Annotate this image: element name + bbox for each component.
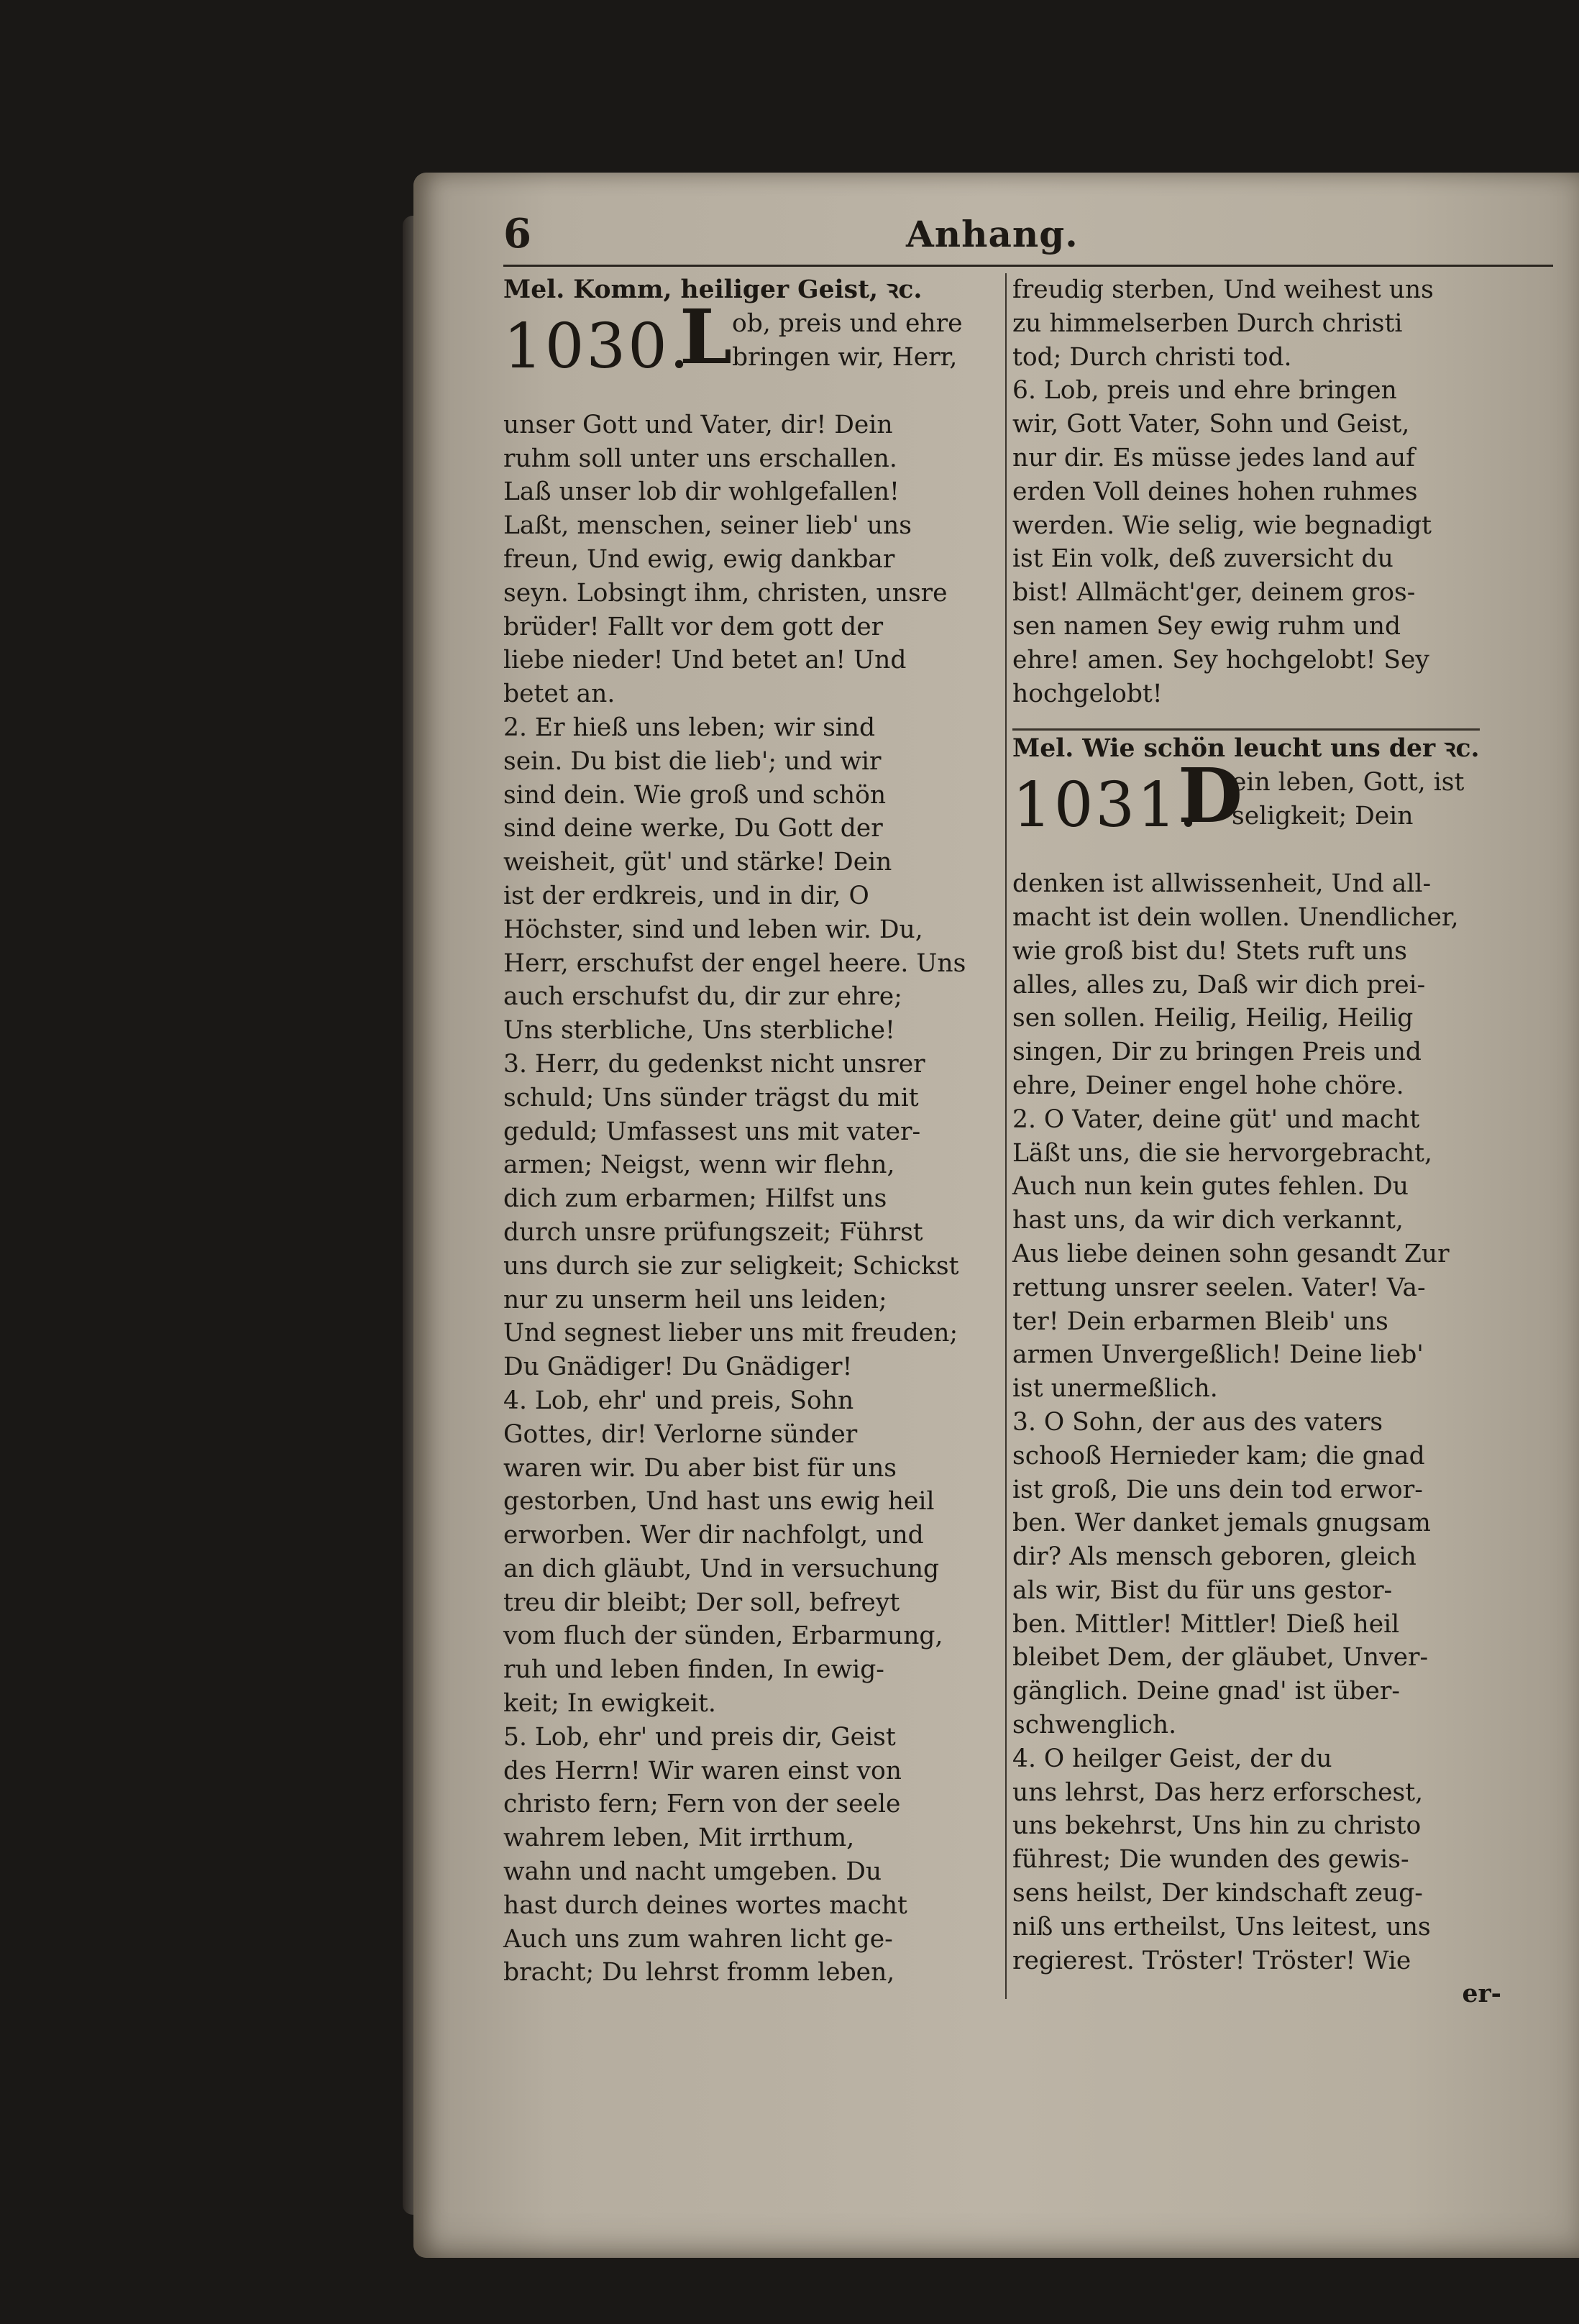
text-line: schuld; Uns sünder trägst du mit [503, 1083, 919, 1112]
text-line: des Herrn! Wir waren einst von [503, 1756, 902, 1785]
text-line: Aus liebe deinen sohn gesandt Zur [1012, 1239, 1450, 1268]
text-line: uns bekehrst, Uns hin zu christo [1012, 1811, 1422, 1841]
text-line: als wir, Bist du für uns gestor- [1012, 1575, 1393, 1605]
drop-cap: D [1178, 751, 1243, 841]
text-line: an dich gläubt, Und in versuchung [503, 1554, 940, 1583]
text-line: macht ist dein wollen. Unendlicher, [1012, 902, 1459, 932]
text-line: erden Voll deines hohen ruhmes [1012, 477, 1418, 506]
text-line: Laß unser lob dir wohlgefallen! [503, 477, 900, 507]
text-line: wie groß bist du! Stets ruft uns [1012, 936, 1408, 966]
page-number: 6 [503, 210, 531, 257]
text-line: schooß Hernieder kam; die gnad [1012, 1441, 1425, 1470]
text-line: durch unsre prüfungszeit; Führst [503, 1217, 923, 1247]
text-line: freun, Und ewig, ewig dankbar [503, 544, 895, 574]
text-line: sens heilst, Der kindschaft zeug- [1012, 1879, 1423, 1908]
text-line: werden. Wie selig, wie begnadigt [1012, 511, 1432, 540]
hymn-text [503, 408, 999, 1990]
running-head: Anhang. [906, 213, 1079, 255]
text-line: sen namen Sey ewig ruhm und [1012, 611, 1401, 641]
text-line: waren wir. Du aber bist für uns [503, 1453, 897, 1483]
text-line: ehre! amen. Sey hochgelobt! Sey [1012, 645, 1429, 674]
text-line: führest; Die wunden des gewis- [1012, 1845, 1409, 1875]
text-line: niß uns ertheilst, Uns leitest, uns [1012, 1912, 1431, 1941]
hymn-second-line: seligkeit; Dein [1232, 802, 1414, 831]
text-line: treu dir bleibt; Der soll, befreyt [503, 1588, 900, 1617]
page-header [503, 210, 1567, 267]
text-line: rettung unsrer seelen. Vater! Va- [1012, 1273, 1426, 1302]
text-line: Laßt, menschen, seiner lieb' uns [503, 511, 912, 541]
text-line: uns lehrst, Das herz erforschest, [1012, 1778, 1424, 1807]
text-line: keit; In ewigkeit. [503, 1689, 716, 1719]
right-column [1012, 273, 1501, 2011]
text-line: 6. Lob, preis und ehre bringen [1012, 376, 1397, 406]
text-line: nur dir. Es müsse jedes land auf [1012, 443, 1415, 472]
text-line: Gottes, dir! Verlorne sünder [503, 1419, 858, 1449]
text-line: ist Ein volk, deß zuversicht du [1012, 544, 1393, 574]
text-line: Uns sterbliche, Uns sterbliche! [503, 1016, 895, 1046]
text-line: gestorben, Und hast uns ewig heil [503, 1487, 935, 1516]
left-column [503, 273, 999, 1990]
text-line: wahn und nacht umgeben. Du [503, 1857, 882, 1887]
text-line: regierest. Tröster! Tröster! Wie [1012, 1946, 1411, 1975]
text-line: erworben. Wer dir nachfolgt, und [503, 1521, 924, 1550]
text-line: singen, Dir zu bringen Preis und [1012, 1038, 1422, 1067]
hymn-number: 1031. [1012, 769, 1201, 842]
text-line: denken ist allwissenheit, Und all- [1012, 869, 1432, 899]
text-line: alles, alles zu, Daß wir dich prei- [1012, 970, 1426, 999]
text-line: sind dein. Wie groß und schön [503, 780, 887, 810]
text-line: 4. Lob, ehr' und preis, Sohn [503, 1386, 854, 1415]
text-line: Du Gnädiger! Du Gnädiger! [503, 1353, 853, 1382]
text-line: ist der erdkreis, und in dir, O [503, 881, 869, 910]
text-line: sein. Du bist die lieb'; und wir [503, 746, 882, 776]
text-line: liebe nieder! Und betet an! Und [503, 646, 907, 675]
drop-cap: L [679, 292, 733, 381]
text-line: sind deine werke, Du Gott der [503, 814, 883, 843]
hymn-first-line: ob, preis und ehre [732, 308, 963, 338]
text-line: 3. Herr, du gedenkst nicht unsrer [503, 1049, 925, 1079]
text-line: gänglich. Deine gnad' ist über- [1012, 1677, 1401, 1706]
text-line: ruh und leben finden, In ewig- [503, 1655, 884, 1685]
header-rule [503, 265, 1553, 267]
text-line: ruhm soll unter uns erschallen. [503, 444, 897, 473]
text-line: tod; Durch christi tod. [1012, 342, 1292, 372]
text-line: dich zum erbarmen; Hilfst uns [503, 1184, 887, 1214]
text-line: bracht; Du lehrst fromm leben, [503, 1958, 895, 1987]
hymn-first-line: ein leben, Gott, ist [1232, 768, 1465, 797]
hymn-second-line: bringen wir, Herr, [732, 342, 958, 372]
text-line: armen Unvergeßlich! Deine lieb' [1012, 1340, 1424, 1370]
text-line: nur zu unserm heil uns leiden; [503, 1285, 887, 1314]
text-line: hochgelobt! [1012, 679, 1163, 708]
text-line: Und segnest lieber uns mit freuden; [503, 1319, 958, 1348]
text-line: hast durch deines wortes macht [503, 1890, 907, 1920]
text-line: bleibet Dem, der gläubet, Unver- [1012, 1643, 1429, 1673]
text-line: sen sollen. Heilig, Heilig, Heilig [1012, 1004, 1414, 1033]
text-line: freudig sterben, Und weihest uns [1012, 275, 1434, 304]
text-line: schwenglich. [1012, 1711, 1177, 1740]
text-line: geduld; Umfassest uns mit vater- [503, 1117, 921, 1146]
text-line: ist unermeßlich. [1012, 1374, 1218, 1404]
text-line: wahrem leben, Mit irrthum, [503, 1824, 855, 1853]
text-line: ben. Mittler! Mittler! Dieß heil [1012, 1609, 1400, 1639]
text-line: ehre, Deiner engel hohe chöre. [1012, 1071, 1404, 1100]
text-line: ter! Dein erbarmen Bleib' uns [1012, 1307, 1388, 1336]
text-line: 5. Lob, ehr' und preis dir, Geist [503, 1722, 896, 1752]
melody-line: Mel. Komm, heiliger Geist, ꝛc. [503, 275, 923, 304]
hymn-heading [503, 292, 999, 408]
text-line: Herr, erschufst der engel heere. Uns [503, 948, 966, 978]
melody-line: Mel. Wie schön leucht uns der ꝛc. [1012, 734, 1480, 764]
text-line: 4. O heilger Geist, der du [1012, 1744, 1332, 1773]
text-line: Auch nun kein gutes fehlen. Du [1012, 1172, 1409, 1202]
hymn-number: 1030. [503, 310, 692, 383]
text-line: betet an. [503, 680, 615, 709]
text-line: brüder! Fallt vor dem gott der [503, 612, 884, 641]
text-line: 2. O Vater, deine güt' und macht [1012, 1104, 1420, 1134]
hymn-continuation [1012, 273, 1501, 710]
text-line: 2. Er hieß uns leben; wir sind [503, 713, 876, 742]
text-line: 3. O Sohn, der aus des vaters [1012, 1407, 1383, 1437]
text-line: Läßt uns, die sie hervorgebracht, [1012, 1138, 1432, 1168]
text-line: dir? Als mensch geboren, gleich [1012, 1542, 1416, 1572]
text-line: ben. Wer danket jemals gnugsam [1012, 1509, 1431, 1538]
text-line: weisheit, güt' und stärke! Dein [503, 848, 892, 877]
text-line: ist groß, Die uns dein tod erwor- [1012, 1475, 1423, 1504]
hymn-heading [1012, 751, 1501, 867]
text-line: uns durch sie zur seligkeit; Schickst [503, 1251, 959, 1281]
text-line: zu himmelserben Durch christi [1012, 308, 1403, 338]
text-line: hast uns, da wir dich verkannt, [1012, 1206, 1404, 1235]
text-line: unser Gott und Vater, dir! Dein [503, 410, 893, 439]
text-line: Höchster, sind und leben wir. Du, [503, 915, 923, 944]
text-line: vom fluch der sünden, Erbarmung, [503, 1621, 943, 1651]
text-line: wir, Gott Vater, Sohn und Geist, [1012, 410, 1410, 439]
text-line: armen; Neigst, wenn wir flehn, [503, 1150, 895, 1180]
text-line: bist! Allmächt'ger, deinem gros- [1012, 578, 1416, 608]
column-divider [1005, 273, 1007, 1999]
catchword: er- [1462, 1980, 1501, 2009]
text-line: Auch uns zum wahren licht ge- [503, 1924, 893, 1954]
text-line: auch erschufst du, dir zur ehre; [503, 982, 902, 1012]
text-line: christo fern; Fern von der seele [503, 1790, 901, 1819]
text-line: seyn. Lobsingt ihm, christen, unsre [503, 578, 948, 608]
hymn-text [1012, 867, 1501, 1977]
